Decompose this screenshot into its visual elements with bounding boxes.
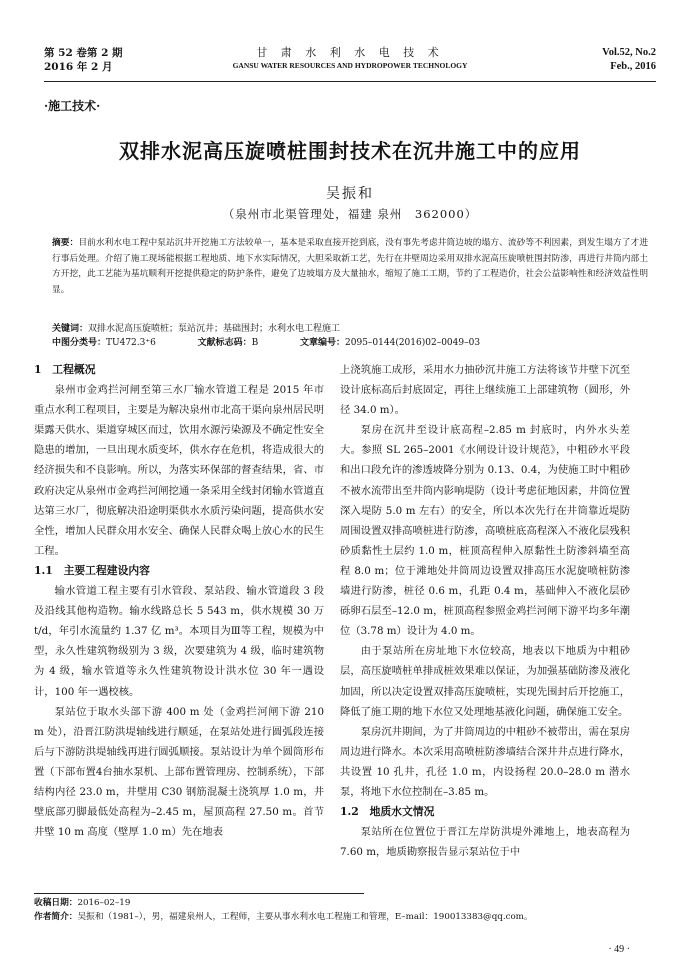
journal-name-en: GANSU WATER RESOURCES AND HYDROPOWER TECHNOLOGY bbox=[232, 61, 468, 70]
section-heading-1-2: 1.2 地质水文情况 bbox=[340, 805, 435, 819]
author-bio-label: 作者简介： bbox=[34, 912, 78, 922]
clc-value: TU472.3⁺6 bbox=[106, 338, 156, 348]
clc-label: 中图分类号： bbox=[52, 338, 107, 348]
footnote-received bbox=[34, 897, 666, 910]
header-volume-cn: 第 52 卷第 2 期 bbox=[44, 47, 123, 59]
running-header bbox=[44, 46, 656, 78]
paragraph: 由于泵站所在房址地下水位较高，地表以下地质为中粗砂层，高压旋喷桩单排成桩效果难以保证，为加强基础防渗及液化加固，所以决定设置双排高压旋喷桩，实现先围封后开挖施工，降低了施工期的地下水位又处理地基液化问题，确保施工安全。 bbox=[340, 645, 630, 718]
doc-code-label: 文献标志码： bbox=[197, 338, 252, 348]
header-date-cn: 2016 年 2 月 bbox=[44, 61, 113, 73]
paragraph-continued: 上浇筑施工成形，采用水力抽砂沉井施工方法将该节井壁下沉至设计底标高后封底固定，再往上继续施工上部建筑物（圆形，外径 34.0 m）。 bbox=[340, 364, 630, 417]
abstract-label: 摘要： bbox=[52, 238, 79, 248]
doc-code-value: B bbox=[251, 338, 259, 348]
paragraph: 泵房沉井期间，为了井筒周边的中粗砂不被带出，需在泵房周边进行降水。本次采用高喷桩防渗墙结合深井井点进行降水，共设置 10 孔井，孔径 1.0 m，内设扬程 20.0–28.0 m 潜水泵，将地下水位控制在–3.85 m。 bbox=[340, 725, 630, 798]
author-name: 吴振和 bbox=[326, 186, 374, 202]
header-date-en: Feb., 2016 bbox=[610, 61, 656, 72]
paragraph: 泵房在沉井至设计底高程–2.85 m 封底时，内外水头差大。参照 SL 265–2001《水闸设计设计规范》，中粗砂水平段和出口段允许的渗透坡降分别为 0.13、0.4，为使施工时中粗砂不被水流带出至井筒内影响堤防（设计考虑征地因素，井筒位置深入堤防 5.0 m 左右）的安全，所以本次先行在井筒靠近堤防周围设置双排高喷桩进行防渗，高喷桩底高程深入不液化层残积砂质黏性土层约 1.0 m，桩顶高程伸入原黏性土防渗斜墙至高程 8.0 m；位于滩地处井筒周边设置双排高压水泥旋喷桩防渗墙进行防渗，桩径 0.6 m，孔距 0.4 m，基础伸入不液化层砂砾卵石层至–12.0 m，桩顶高程参照金鸡拦河闸下游平均多年潮位（3.78 m）设计为 4.0 m。 bbox=[340, 424, 630, 638]
received-label: 收稿日期： bbox=[34, 898, 78, 908]
section-heading-1-1: 1.1 主要工程建设内容 bbox=[34, 563, 150, 577]
paragraph: 泵站所在位置位于晋江左岸防洪堤外滩地上，地表高程为 7.60 m，地质勘察报告显示泵站位于中 bbox=[340, 826, 630, 859]
abstract bbox=[52, 236, 648, 298]
keywords bbox=[52, 322, 648, 336]
header-volume-en: Vol.52, No.2 bbox=[602, 47, 656, 58]
article-metadata bbox=[52, 322, 648, 350]
left-column bbox=[34, 360, 324, 842]
section-tag: ·施工技术· bbox=[44, 99, 101, 113]
header-journal bbox=[44, 46, 656, 72]
footnote-author bbox=[34, 911, 666, 924]
classification-line bbox=[52, 336, 648, 350]
footnote-divider bbox=[34, 893, 364, 894]
author-bio-text: 吴振和（1981–），男，福建泉州人，工程师，主要从事水利水电工程施工和管理，E–mail：190013383@qq.com。 bbox=[77, 912, 533, 922]
header-issue-en bbox=[602, 46, 656, 74]
header-divider bbox=[44, 81, 656, 82]
journal-name-cn: 甘 肃 水 利 水 电 技 术 bbox=[256, 46, 444, 59]
keywords-label: 关键词： bbox=[52, 324, 89, 334]
right-column bbox=[340, 360, 630, 862]
author-affiliation: （泉州市北渠管理处，福建 泉州 362000） bbox=[222, 207, 478, 221]
article-title: 双排水泥高压旋喷桩围封技术在沉井施工中的应用 bbox=[119, 139, 581, 163]
article-number-label: 文章编号： bbox=[300, 338, 346, 348]
paragraph: 泵站位于取水头部下游 400 m 处（金鸡拦河闸下游 210 m 处），沿晋江防洪堤轴线进行顺延，在泵站处进行圆弧段连接后与下游防洪堤轴线再进行圆弧顺接。泵站设计为单个圆筒形布置（下部布置4台抽水泵机、上部布置管理房、控制系统），下部结构内径 23.0 m，井壁用 C30 钢筋混凝土浇筑厚 1.0 m，井壁底部刃脚最低处高程为–2.45 m，屋顶高程 27.50 m。首节井壁 10 m 高度（壁厚 1.0 m）先在地表 bbox=[34, 705, 324, 839]
keywords-text: 双排水泥高压旋喷桩；泵站沉井；基础围封；水利水电工程施工 bbox=[88, 324, 341, 334]
page-number: · 49 · bbox=[608, 944, 630, 955]
article-number-value: 2095–0144(2016)02–0049–03 bbox=[345, 338, 481, 348]
received-date: 2016–02–19 bbox=[77, 898, 131, 908]
paragraph: 泉州市金鸡拦河闸至第三水厂输水管道工程是 2015 年市重点水利工程项目，主要是为解决泉州市北高干渠向泉州居民明渠露天供水、渠道穿城区而过，饮用水源污染源及不确定性安全隐患的增加，一旦出现水质变坏，供水存在危机，将造成很大的经济损失和不良影响。所以，为落实环保部的督查结果，省、市政府决定从泉州市金鸡拦河闸挖通一条采用全线封闭输水管道直达第三水厂，彻底解决沿途明渠供水水质污染问题，提高供水安全性，增加人民群众用水安全、确保人民群众喝上放心水的民生工程。 bbox=[34, 384, 324, 557]
section-heading-1: 1 工程概况 bbox=[34, 363, 96, 376]
paragraph: 输水管道工程主要有引水管段、泵站段、输水管道段 3 段及沿线其他构造物。输水线路总长 5 543 m，供水规模 30 万 t/d，年引水流量约 1.37 亿 m³。本项目为Ⅲ等工程，规模为中型，永久性建筑物级别为 3 级，次要建筑为 4 级，临时建筑物为 4 级，输水管道等永久性建筑物设计洪水位 30 年一遇设计，100 年一遇校核。 bbox=[34, 585, 324, 698]
abstract-text: 目前水利水电工程中泵站沉井开挖施工方法较单一，基本是采取直接开挖到底，没有事先考虑井筒边坡的塌方、流砂等不利因素，到发生塌方了才进行事后处理。介绍了施工现场能根据工程地质、地下水实际情况，大胆采取新工艺，先行在井壁周边采用双排水泥高压旋喷桩围封防渗，再进行井筒内部土方开挖，此工艺能为基坑顺利开挖提供稳定的防护条件，避免了边坡塌方及大量抽水，缩短了施工工期，节约了工程造价，社会公益影响性和经济效益性明显。 bbox=[52, 238, 649, 295]
